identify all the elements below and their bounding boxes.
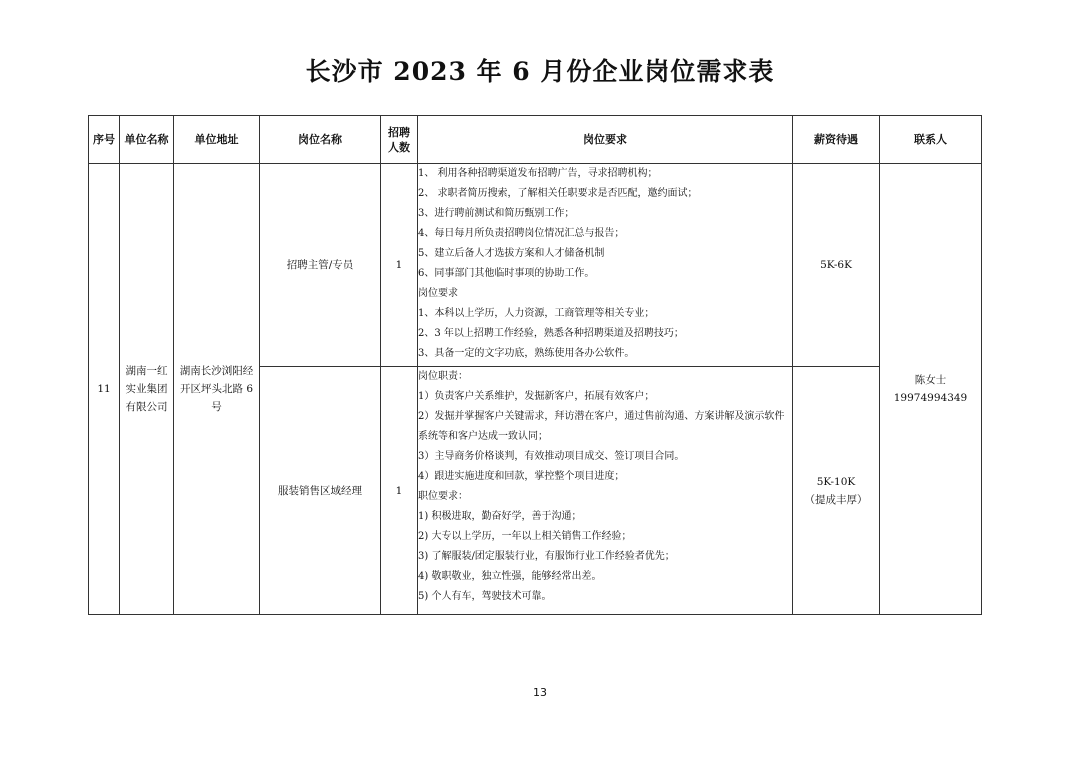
- cell-count: 1: [381, 164, 418, 367]
- table-row: [89, 164, 982, 367]
- header-company: 单位名称: [120, 116, 174, 164]
- address-line: 湖南长沙浏阳经: [179, 365, 254, 377]
- cell-company: [120, 164, 174, 615]
- requirement-line: 4) 敬职敬业，独立性强，能够经常出差。: [418, 571, 602, 582]
- cell-salary: [793, 367, 880, 615]
- company-line: 有限公司: [125, 401, 168, 413]
- requirement-line: 岗位职责：: [418, 371, 468, 382]
- requirement-line: 5) 个人有车，驾驶技术可靠。: [418, 591, 552, 602]
- cell-requirements: [418, 367, 793, 615]
- header-count-line2: 人数: [388, 140, 410, 154]
- cell-requirements: [418, 164, 793, 367]
- company-line: 湖南一红: [125, 365, 168, 377]
- header-requirements: 岗位要求: [418, 116, 793, 164]
- cell-salary: [793, 164, 880, 367]
- header-count: [381, 116, 418, 164]
- company-line: 实业集团: [125, 383, 168, 395]
- header-address: 单位地址: [174, 116, 260, 164]
- cell-position: 服装销售区域经理: [260, 367, 381, 615]
- requirement-line: 1）负责客户关系维护，发掘新客户，拓展有效客户；: [418, 391, 655, 402]
- requirement-line: 3) 了解服装/团定服装行业，有服饰行业工作经验者优先；: [418, 551, 675, 562]
- requirement-line: 4）跟进实施进度和回款，掌控整个项目进度；: [418, 471, 625, 482]
- requirement-line: 1、 利用各种招聘渠道发布招聘广告，寻求招聘机构；: [418, 168, 658, 179]
- requirement-line: 6、同事部门其他临时事项的协助工作。: [418, 268, 595, 279]
- cell-position: 招聘主管/专员: [260, 164, 381, 367]
- requirement-line: 2、 求职者简历搜索，了解相关任职要求是否匹配，邀约面试；: [418, 188, 698, 199]
- contact-phone: 19974994349: [893, 392, 968, 404]
- requirement-line: 3）主导商务价格谈判，有效推动项目成交、签订项目合同。: [418, 451, 685, 462]
- requirement-line: 2、3 年以上招聘工作经验，熟悉各种招聘渠道及招聘技巧；: [418, 328, 684, 339]
- requirement-line: 职位要求：: [418, 491, 468, 502]
- header-count-line1: 招聘: [388, 125, 410, 139]
- salary-line: 5K-6K: [820, 259, 852, 271]
- requirement-line: 2) 大专以上学历，一年以上相关销售工作经验；: [418, 531, 632, 542]
- job-demand-table: [88, 115, 982, 615]
- cell-address: [174, 164, 260, 615]
- header-salary: 薪资待遇: [793, 116, 880, 164]
- contact-name: 陈女士: [914, 374, 947, 386]
- page-title: 长沙市 2023 年 6 月份企业岗位需求表: [305, 57, 775, 86]
- requirement-line: 系统等和客户达成一致认同；: [418, 431, 548, 442]
- cell-count: 1: [381, 367, 418, 615]
- salary-line: 5K-10K: [816, 475, 856, 488]
- requirement-line: 岗位要求: [418, 288, 458, 299]
- requirement-line: 1、本科以上学历，人力资源，工商管理等相关专业；: [418, 308, 655, 319]
- header-position: 岗位名称: [260, 116, 381, 164]
- requirement-line: 5、建立后备人才选拔方案和人才储备机制: [418, 248, 605, 259]
- requirement-line: 3、具备一定的文字功底，熟练使用各办公软件。: [418, 348, 635, 359]
- header-seq: 序号: [89, 116, 120, 164]
- requirement-line: 1) 积极进取，勤奋好学，善于沟通；: [418, 511, 582, 522]
- table-header-row: [89, 116, 982, 164]
- page-number: 13: [533, 686, 547, 699]
- header-contact: 联系人: [880, 116, 982, 164]
- requirement-line: 3、进行聘前测试和简历甄别工作；: [418, 208, 575, 219]
- requirement-line: 4、每日每月所负责招聘岗位情况汇总与报告；: [418, 228, 625, 239]
- salary-line: （提成丰厚）: [804, 493, 868, 506]
- address-line: 开区坪头北路 6 号: [179, 383, 254, 413]
- requirement-line: 2）发掘并掌握客户关键需求，拜访潜在客户，通过售前沟通、方案讲解及演示软件: [418, 411, 785, 422]
- cell-contact: [880, 164, 982, 615]
- cell-seq: 11: [89, 164, 120, 615]
